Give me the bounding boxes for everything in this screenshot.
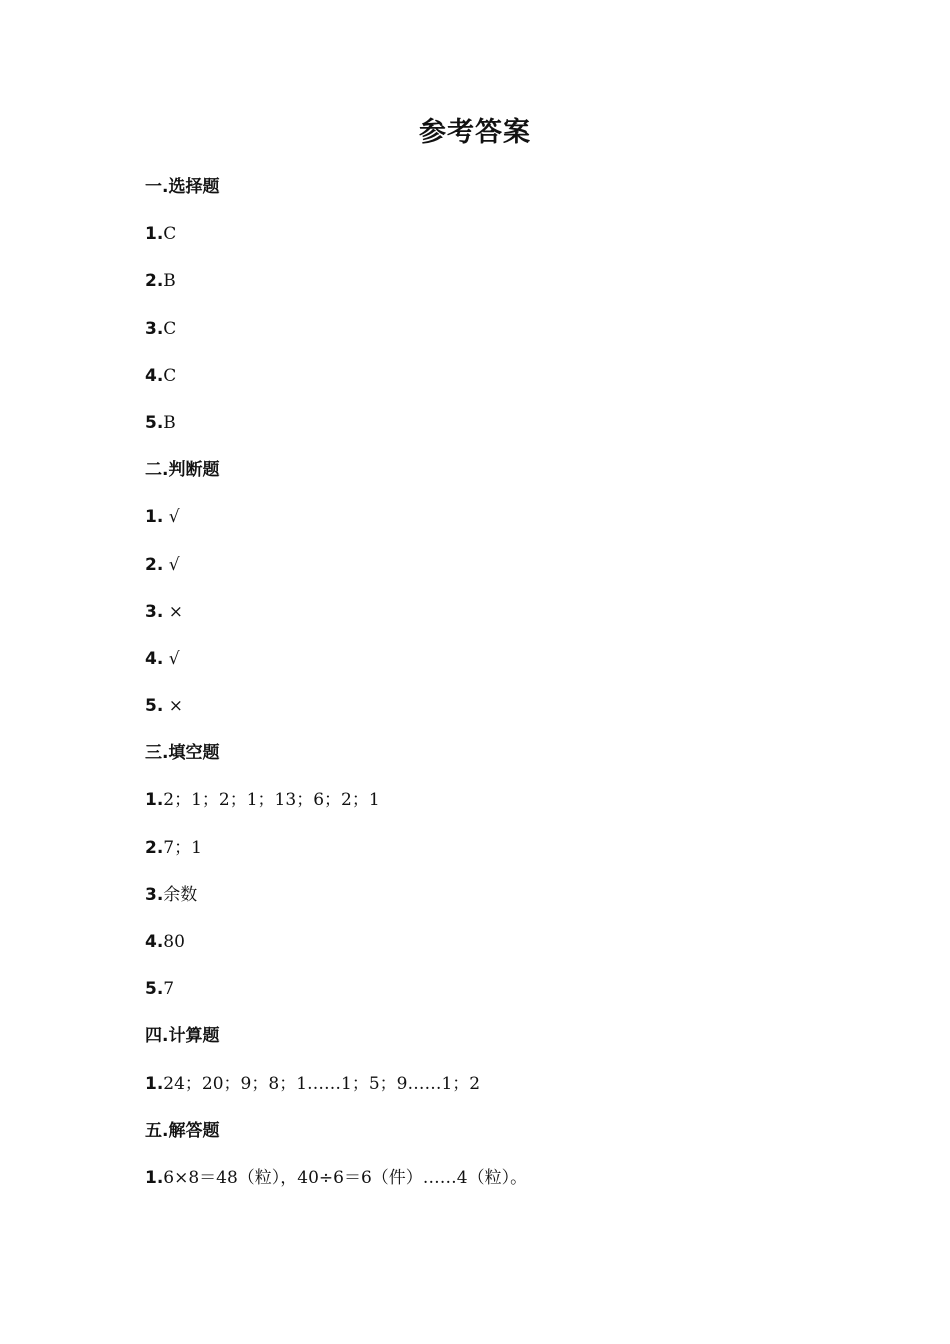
item-number: 1. xyxy=(145,790,164,811)
item-number: 3. xyxy=(145,601,164,622)
item-answer: 余数 xyxy=(163,884,198,905)
answer-item xyxy=(145,927,845,974)
answer-item xyxy=(145,1163,845,1210)
item-answer: C xyxy=(163,365,177,386)
section-heading-judgment: 二.判断题 xyxy=(145,460,220,481)
item-answer: √ xyxy=(168,507,180,528)
item-answer: √ xyxy=(168,648,180,669)
item-number: 2. xyxy=(145,837,164,858)
answer-item xyxy=(145,597,845,644)
item-answer: 80 xyxy=(163,932,185,952)
item-number: 4. xyxy=(145,932,164,952)
item-answer: 7 xyxy=(163,979,175,1000)
answer-item xyxy=(145,644,845,691)
item-answer: 7；1 xyxy=(163,837,202,858)
item-number: 1. xyxy=(145,507,164,528)
item-number: 1. xyxy=(145,224,164,245)
item-answer: C xyxy=(163,224,177,245)
item-number: 5. xyxy=(145,979,164,1000)
answer-item xyxy=(145,691,845,738)
item-number: 1. xyxy=(145,1073,164,1094)
answer-item xyxy=(145,502,845,549)
item-answer: √ xyxy=(168,554,180,575)
item-answer: 2；1；2；1；13；6；2；1 xyxy=(163,790,380,811)
item-number: 3. xyxy=(145,884,164,905)
item-answer: C xyxy=(163,318,177,339)
item-number: 5. xyxy=(145,696,164,717)
item-number: 5. xyxy=(145,412,164,433)
answer-item xyxy=(145,833,845,880)
item-answer: × xyxy=(168,696,183,717)
item-number: 2. xyxy=(145,554,164,575)
item-number: 4. xyxy=(145,648,164,669)
answer-list xyxy=(145,172,845,1210)
answer-item xyxy=(145,550,845,597)
section-heading-fill-blank: 三.填空题 xyxy=(145,743,220,764)
answer-item xyxy=(145,314,845,361)
item-number: 3. xyxy=(145,318,164,339)
section-heading-choice: 一.选择题 xyxy=(145,177,220,197)
item-answer: 24；20；9；8；1……1；5；9……1；2 xyxy=(163,1073,481,1094)
answer-item xyxy=(145,219,845,266)
item-number: 2. xyxy=(145,271,164,292)
page-title: 参考答案 xyxy=(419,117,531,148)
answer-item xyxy=(145,880,845,927)
item-number: 1. xyxy=(145,1167,164,1188)
answer-item xyxy=(145,974,845,1021)
section-heading-word-problems: 五.解答题 xyxy=(145,1120,220,1141)
answer-item xyxy=(145,266,845,313)
answer-item xyxy=(145,785,845,832)
item-number: 4. xyxy=(145,365,164,386)
answer-item xyxy=(145,1069,845,1116)
answer-item xyxy=(145,361,845,408)
item-answer: B xyxy=(163,412,176,433)
section-heading-calculation: 四.计算题 xyxy=(145,1026,220,1047)
item-answer: 6×8＝48（粒），40÷6＝6（件）……4（粒）。 xyxy=(163,1167,528,1188)
answer-item xyxy=(145,408,845,455)
item-answer: B xyxy=(163,271,176,292)
item-answer: × xyxy=(168,601,183,622)
